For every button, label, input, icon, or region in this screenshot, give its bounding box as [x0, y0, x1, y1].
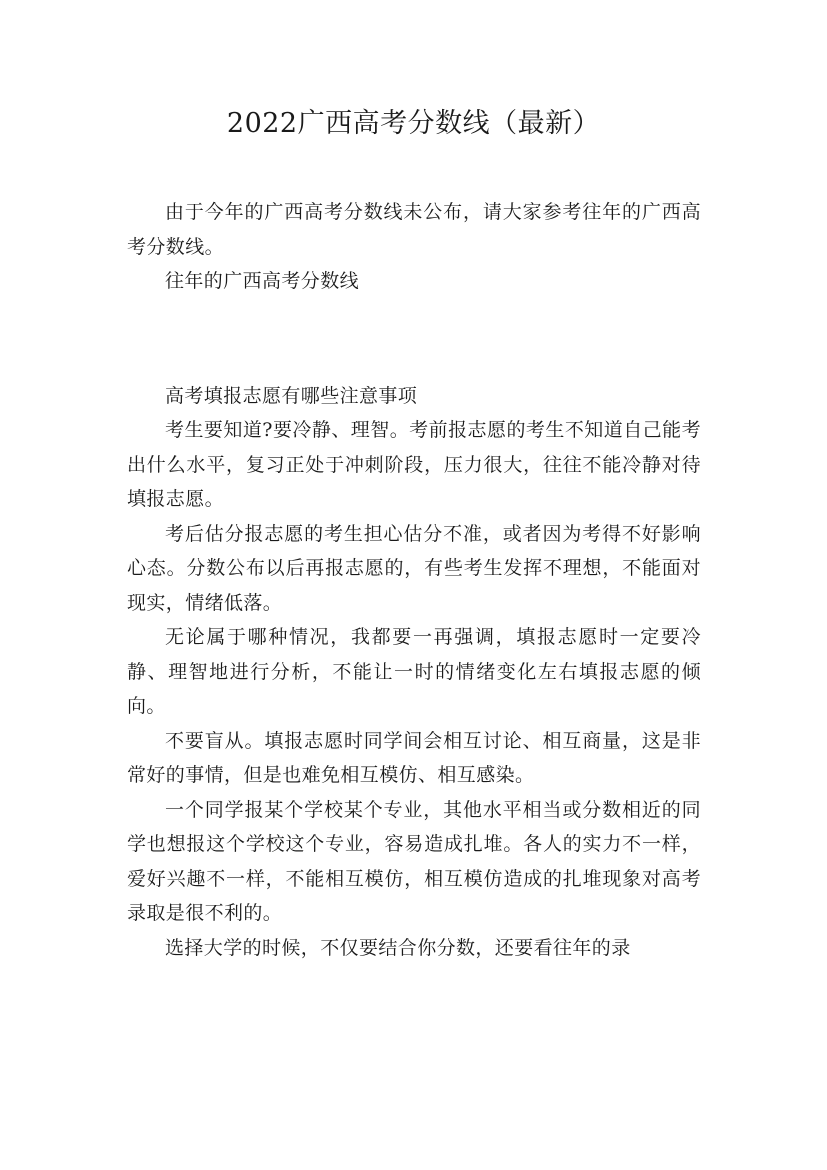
document-title: 2022广西高考分数线（最新） — [226, 108, 601, 139]
missing-table-space — [127, 299, 701, 379]
paragraph-dont-follow: 不要盲从。填报志愿时同学间会相互讨论、相互商量，这是非常好的事情，但是也难免相互模仿、相互感染。 — [127, 729, 701, 786]
paragraph-stay-calm: 考生要知道?要冷静、理智。考前报志愿的考生不知道自己能考出什么水平，复习正处于冲刺阶段，压力很大，往往不能冷静对待填报志愿。 — [127, 419, 701, 510]
paragraph-estimate-score: 考后估分报志愿的考生担心估分不准，或者因为考得不好影响心态。分数公布以后再报志愿的，有些考生发挥不理想，不能面对现实，情绪低落。 — [127, 522, 701, 614]
paragraph-choose-university: 选择大学的时候，不仅要结合你分数，还要看往年的录 — [165, 936, 631, 959]
document-body — [127, 195, 701, 965]
paragraph-emphasis: 无论属于哪种情况，我都要一再强调，填报志愿时一定要冷静、理智地进行分析，不能让一时的情绪变化左右填报志愿的倾向。 — [127, 626, 701, 717]
section-heading-notes: 高考填报志愿有哪些注意事项 — [165, 384, 418, 407]
paragraph-intro: 由于今年的广西高考分数线未公布，请大家参考往年的广西高考分数线。 — [127, 201, 701, 258]
paragraph-past-scores-heading: 往年的广西高考分数线 — [165, 270, 360, 292]
paragraph-crowding: 一个同学报某个学校某个专业，其他水平相当或分数相近的同学也想报这个学校这个专业，容易造成扎堆。各人的实力不一样，爱好兴趣不一样，不能相互模仿，相互模仿造成的扎堆现象对高考录取是很不利的。 — [127, 798, 701, 924]
